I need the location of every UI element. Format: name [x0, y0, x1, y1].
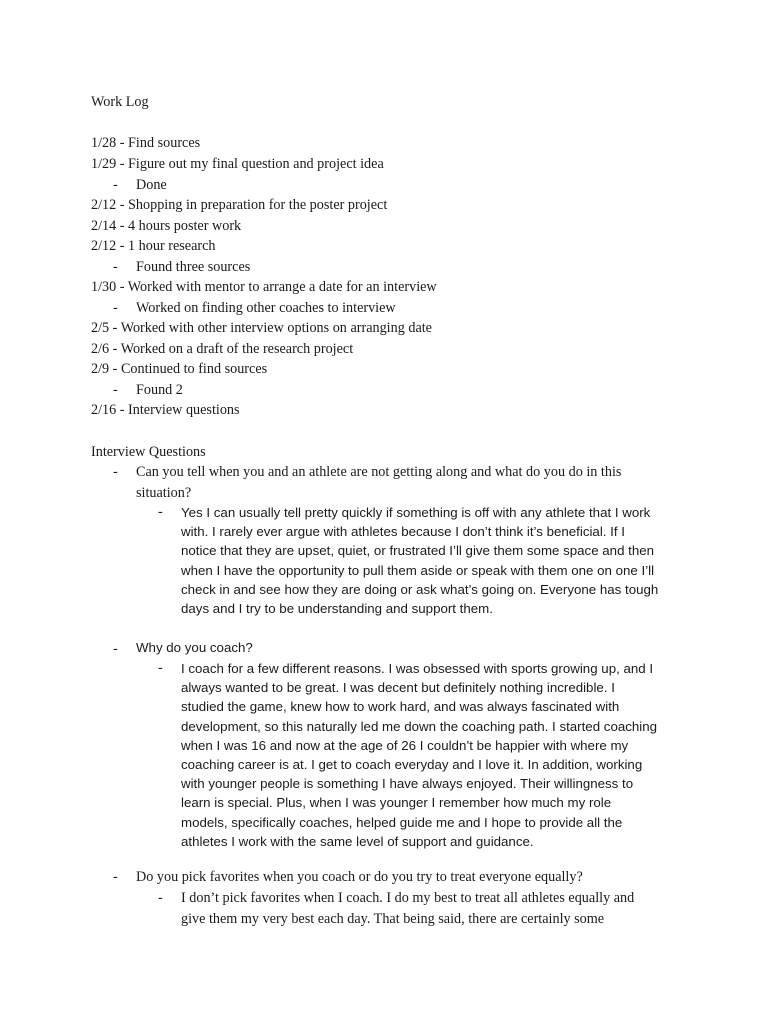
log-entry: 1/29 - Figure out my final question and project idea [91, 156, 384, 172]
answer-line: development, so this naturally led me down the coaching path. I started coaching [181, 718, 658, 734]
document-title: Work Log [91, 94, 149, 110]
answer-line: notice that they are upset, quiet, or frustrated I’ll give them some space and then [181, 543, 655, 559]
bullet-dash: - [158, 890, 163, 906]
answer-line: I don’t pick favorites when I coach. I do my best to treat all athletes equally and [181, 890, 635, 906]
question-1 [136, 462, 621, 503]
bullet-dash: - [113, 464, 118, 480]
log-entry: 2/14 - 4 hours poster work [91, 218, 242, 234]
log-entry: 1/28 - Find sources [91, 135, 201, 151]
answer-line: athletes I work with the same level of support and guidance. [181, 833, 534, 849]
answer-2 [181, 659, 657, 851]
log-entry: 2/6 - Worked on a draft of the research project [91, 341, 354, 357]
answer-line: always wanted to be great. I was decent but definitely nothing incredible. I [181, 680, 615, 696]
question-3: Do you pick favorites when you coach or do you try to treat everyone equally? [136, 869, 583, 885]
bullet-dash: - [113, 259, 118, 275]
bullet-dash: - [158, 660, 163, 676]
log-subentry: Found three sources [136, 259, 251, 275]
bullet-dash: - [113, 382, 118, 398]
log-entry: 2/16 - Interview questions [91, 402, 240, 418]
bullet-dash: - [158, 504, 163, 520]
question-line: situation? [136, 484, 192, 501]
interview-heading: Interview Questions [91, 444, 206, 460]
answer-1 [181, 503, 658, 618]
bullet-dash: - [113, 300, 118, 316]
answer-line: when I was 16 and now at the age of 26 I couldn’t be happier with where my [181, 737, 629, 753]
answer-line: learn is special. Plus, when I was younger I remember how much my role [181, 795, 612, 811]
answer-line: with. I rarely ever argue with athletes because I don’t think it’s beneficial. If I [181, 524, 625, 540]
question-2: Why do you coach? [136, 640, 253, 655]
log-subentry: Found 2 [136, 382, 183, 398]
answer-line: coaching career is at. I get to coach everyday and I love it. In addition, working [181, 757, 643, 773]
log-entry: 2/5 - Worked with other interview options on arranging date [91, 320, 432, 336]
answer-line: days and I try to be understanding and support them. [181, 601, 493, 617]
answer-line: models, specifically coaches, helped guide me and I hope to provide all the [181, 814, 623, 830]
question-line: Can you tell when you and an athlete are not getting along and what do you do in this [136, 464, 622, 480]
log-subentry: Worked on finding other coaches to interview [136, 300, 396, 316]
log-entry: 2/9 - Continued to find sources [91, 361, 268, 377]
bullet-dash: - [113, 177, 118, 193]
log-subentry: Done [136, 177, 167, 193]
log-entry: 1/30 - Worked with mentor to arrange a date for an interview [91, 279, 437, 295]
bullet-dash: - [113, 641, 118, 657]
answer-line: I coach for a few different reasons. I was obsessed with sports growing up, and I [181, 661, 654, 676]
log-entry: 2/12 - Shopping in preparation for the poster project [91, 197, 388, 213]
answer-line: when I have the opportunity to pull them aside or speak with them one on one I’ll [181, 562, 655, 578]
answer-line: studied the game, knew how to work hard, and was always fascinated with [181, 699, 620, 715]
answer-3 [181, 888, 634, 929]
bullet-dash: - [113, 869, 118, 885]
answer-line: check in and see how they are doing or ask what’s going on. Everyone has tough [181, 581, 659, 597]
answer-line: give them my very best each day. That being said, there are certainly some [181, 910, 605, 927]
log-entry: 2/12 - 1 hour research [91, 238, 216, 254]
answer-line: Yes I can usually tell pretty quickly if something is off with any athlete that I work [181, 505, 651, 520]
answer-line: with younger people is something I have always enjoyed. Their willingness to [181, 776, 634, 792]
